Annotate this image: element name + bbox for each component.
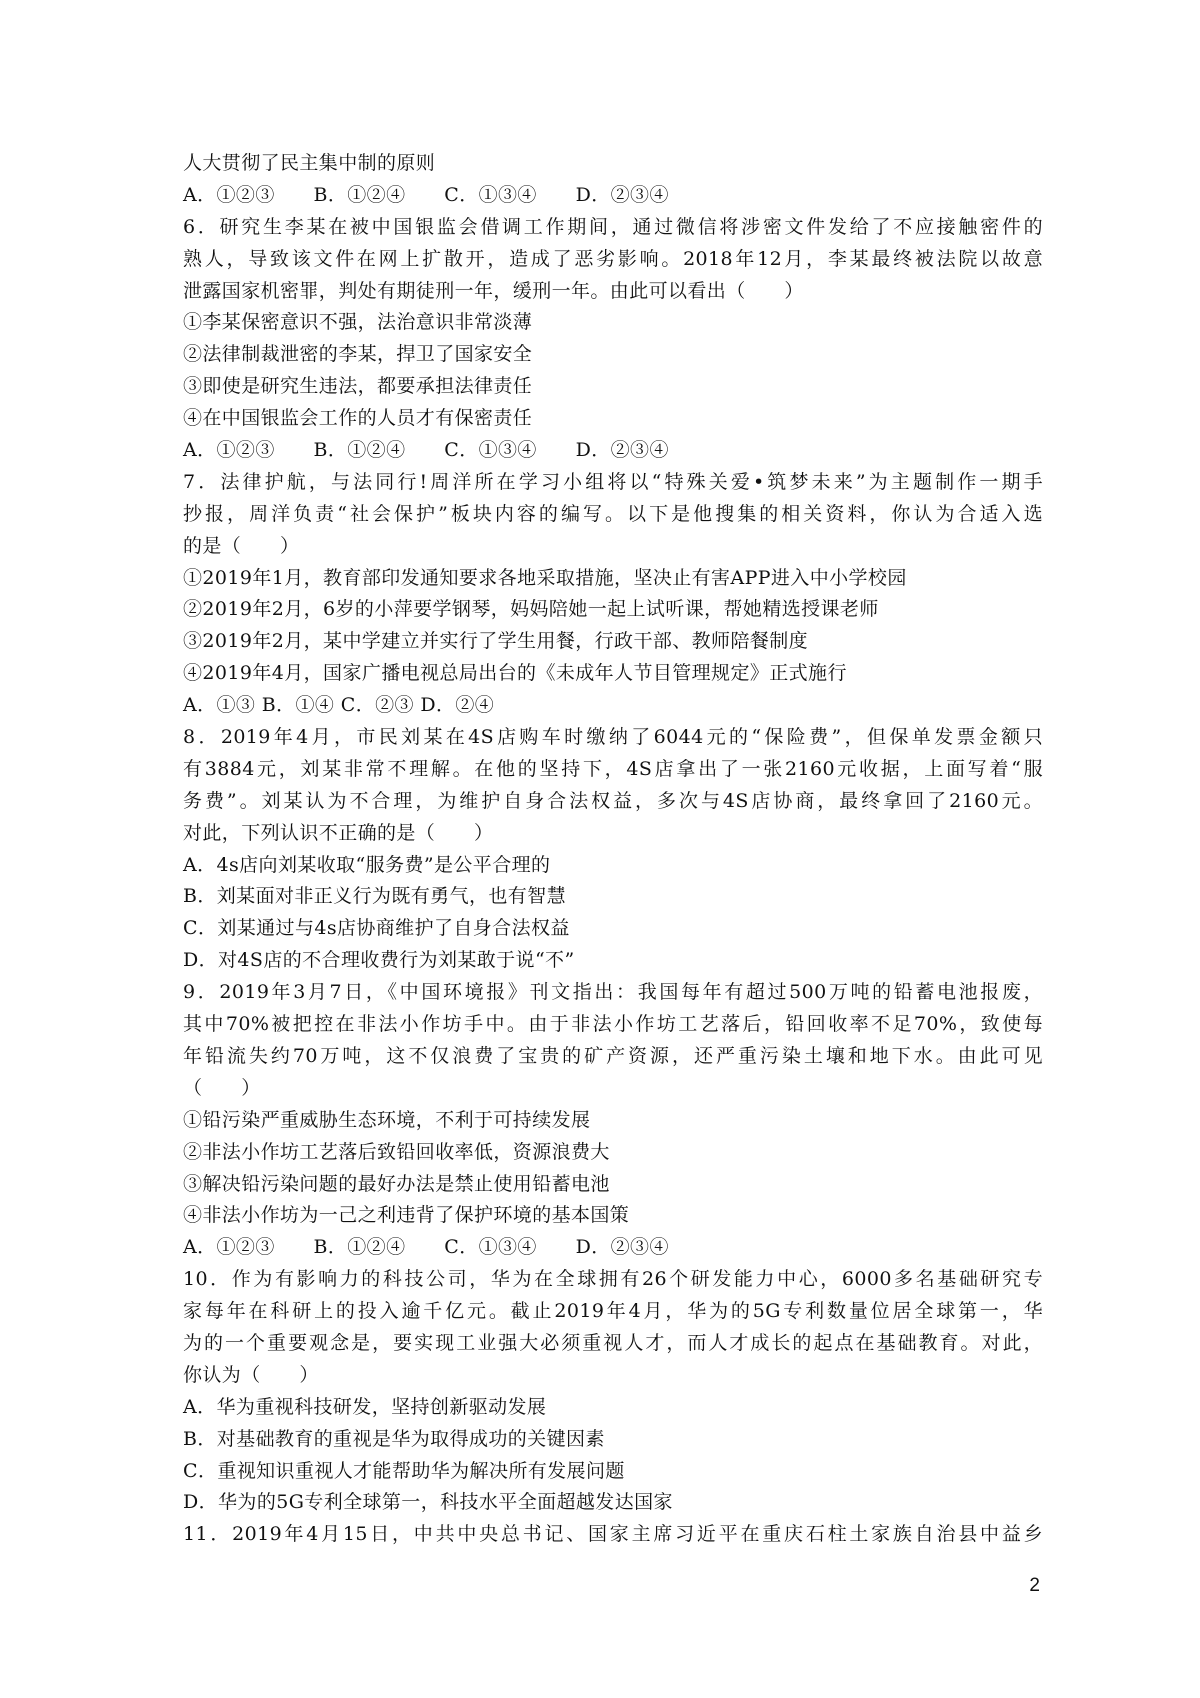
text-line: 7．法律护航，与法同行!周洋所在学习小组将以“特殊关爱•筑梦未来”为主题制作一期手 [183,470,1043,493]
text-line: 6．研究生李某在被中国银监会借调工作期间，通过微信将涉密文件发给了不应接触密件的 [183,215,1043,238]
text-line: 家每年在科研上的投入逾千亿元。截止2019年4月，华为的5G专利数量位居全球第一，华 [183,1300,1043,1323]
text-line: ③解决铅污染问题的最好办法是禁止使用铅蓄电池 [183,1172,610,1195]
text-line: D．华为的5G专利全球第一，科技水平全面超越发达国家 [183,1491,673,1514]
text-line: ④非法小作坊为一己之利违背了保护环境的基本国策 [183,1204,630,1227]
text-line: 为的一个重要观念是，要实现工业强大必须重视人才，而人才成长的起点在基础教育。对此， [183,1331,1043,1354]
text-line: 其中70%被把控在非法小作坊手中。由于非法小作坊工艺落后，铅回收率不足70%，致使每 [183,1013,1043,1036]
text-line: B．对基础教育的重视是华为取得成功的关键因素 [183,1427,605,1450]
page-number: 2 [1029,1575,1040,1596]
text-line: ③2019年2月，某中学建立并实行了学生用餐，行政干部、教师陪餐制度 [183,630,809,653]
text-line: A．4s店向刘某收取“服务费”是公平合理的 [183,853,551,876]
text-line: 对此，下列认识不正确的是（ ） [183,821,494,844]
text-line: ④2019年4月，国家广播电视总局出台的《未成年人节目管理规定》正式施行 [183,662,847,685]
text-line: 泄露国家机密罪，判处有期徒刑一年，缓刑一年。由此可以看出（ ） [183,279,804,302]
text-line: 你认为（ ） [183,1363,319,1386]
text-line: C．刘某通过与4s店协商维护了自身合法权益 [183,917,570,940]
text-line: 年铅流失约70万吨，这不仅浪费了宝贵的矿产资源，还严重污染土壤和地下水。由此可见 [183,1044,1043,1067]
text-line: C．重视知识重视人才能帮助华为解决所有发展问题 [183,1459,625,1482]
text-line: B．刘某面对非正义行为既有勇气，也有智慧 [183,885,566,908]
text-line: 有3884元，刘某非常不理解。在他的坚持下，4S店拿出了一张2160元收据，上面写着“服 [183,757,1043,780]
text-line: 务费”。刘某认为不合理，为维护自身合法权益，多次与4S店协商，最终拿回了2160元。 [183,789,1043,812]
text-line: 的是（ ） [183,534,300,557]
text-line: ③即使是研究生违法，都要承担法律责任 [183,375,533,398]
text-line: 8．2019年4月，市民刘某在4S店购车时缴纳了6044元的“保险费”，但保单发票金额只 [183,726,1043,749]
text-line: （ ） [183,1076,261,1099]
text-line: D．对4S店的不合理收费行为刘某敢于说“不” [183,949,575,972]
text-line: ①李某保密意识不强，法治意识非常淡薄 [183,311,533,334]
text-line: 11．2019年4月15日，中共中央总书记、国家主席习近平在重庆石柱土家族自治县中益乡 [183,1523,1043,1546]
text-line: A．①②③ B．①②④ C．①③④ D．②③④ [183,1236,669,1259]
text-line: A．①②③ B．①②④ C．①③④ D．②③④ [183,183,669,206]
text-line: ④在中国银监会工作的人员才有保密责任 [183,407,533,430]
text-line: ①2019年1月，教育部印发通知要求各地采取措施，坚决止有害APP进入中小学校园 [183,566,907,589]
text-line: 9．2019年3月7日，《中国环境报》刊文指出：我国每年有超过500万吨的铅蓄电池报废， [183,981,1043,1004]
text-line: ②2019年2月，6岁的小萍要学钢琴，妈妈陪她一起上试听课，帮她精选授课老师 [183,598,879,621]
text-line: A．华为重视科技研发，坚持创新驱动发展 [183,1395,547,1418]
text-line: ②非法小作坊工艺落后致铅回收率低，资源浪费大 [183,1140,610,1163]
text-line: 抄报，周洋负责“社会保护”板块内容的编写。以下是他搜集的相关资料，你认为合适入选 [183,502,1043,525]
text-line: ②法律制裁泄密的李某，捍卫了国家安全 [183,343,533,366]
text-line: 10．作为有影响力的科技公司，华为在全球拥有26个研发能力中心，6000多名基础研究专 [183,1268,1043,1291]
text-line: ①铅污染严重威胁生态环境，不利于可持续发展 [183,1108,591,1131]
document-body [183,148,1043,1551]
text-line: 人大贯彻了民主集中制的原则 [183,152,436,174]
text-line: A．①②③ B．①②④ C．①③④ D．②③④ [183,439,669,462]
text-line: 熟人，导致该文件在网上扩散开，造成了恶劣影响。2018年12月，李某最终被法院以故意 [183,247,1043,270]
text-line: A．①③ B．①④ C．②③ D．②④ [183,694,495,717]
